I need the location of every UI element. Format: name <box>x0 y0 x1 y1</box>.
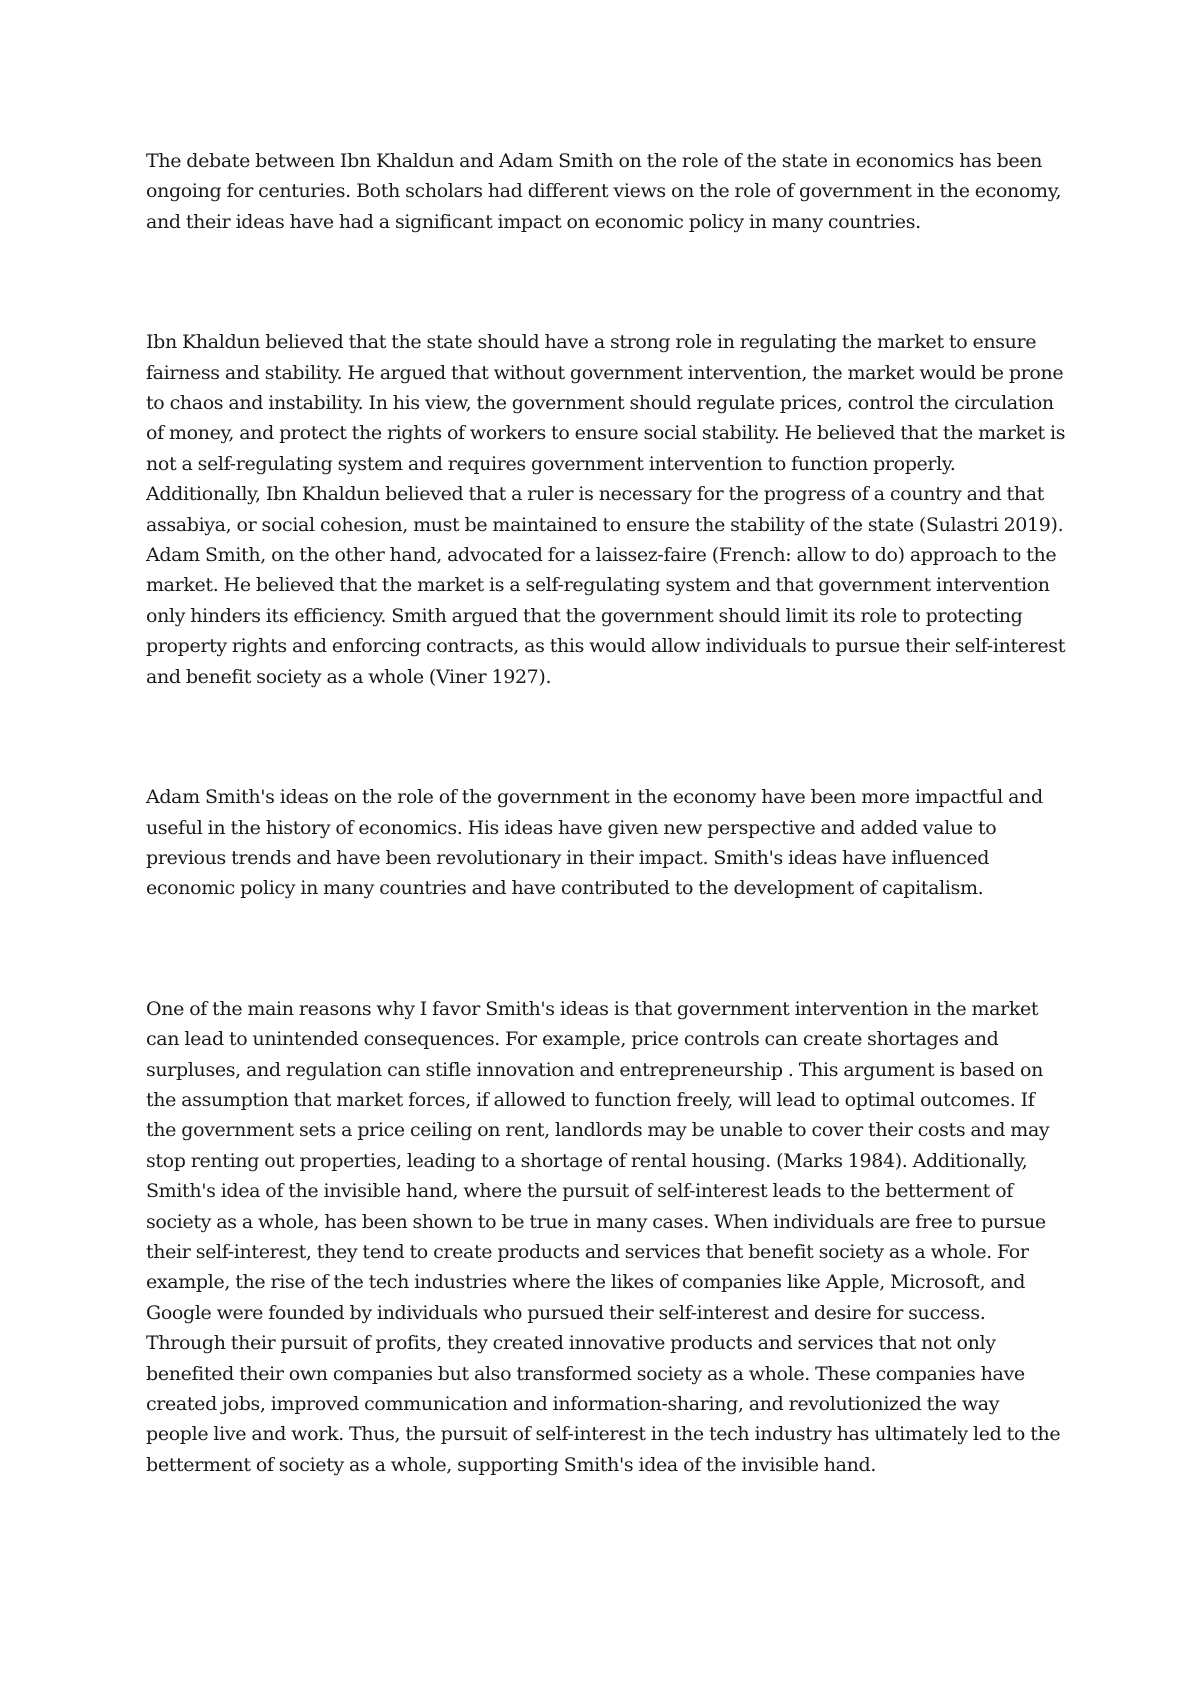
paragraph-invisible-hand: One of the main reasons why I favor Smith's ideas is that government intervention in the market can lead to unintended consequences. For example, price controls can create shortages and surpluses, and regulation can stifle innovation and entrepreneurship . This argument is based on the assumption that market forces, if allowed to function freely, will lead to optimal outcomes. If the government sets a price ceiling on rent, landlords may be unable to cover their costs and may stop renting out properties, leading to a shortage of rental housing. (Marks 1984). Additionally, Smith's idea of the invisible hand, where the pursuit of self-interest leads to the betterment of society as a whole, has been shown to be true in many cases. When individuals are free to pursue their self-interest, they tend to create products and services that benefit society as a whole. For example, the rise of the tech industries where the likes of companies like Apple, Microsoft, and Google were founded by individuals who pursued their self-interest and desire for success. Through their pursuit of profits, they created innovative products and services that not only benefited their own companies but also transformed society as a whole. These companies have created jobs, improved communication and information-sharing, and revolutionized the way people live and work. Thus, the pursuit of self-interest in the tech industry has ultimately led to the betterment of society as a whole, supporting Smith's idea of the invisible hand. <box>146 997 1061 1476</box>
paragraph-spacer <box>146 692 1066 782</box>
paragraph-khaldun-vs-smith: Ibn Khaldun believed that the state should have a strong role in regulating the market to ensure fairness and stability. He argued that without government intervention, the market would be prone to chaos and instability. In his view, the government should regulate prices, control the circulation of money, and protect the rights of workers to ensure social stability. He believed that the market is not a self-regulating system and requires government intervention to function properly. Additionally, Ibn Khaldun believed that a ruler is necessary for the progress of a country and that assabiya, or social cohesion, must be maintained to ensure the stability of the state (Sulastri 2019). Adam Smith, on the other hand, advocated for a laissez-faire (French: allow to do) approach to the market. He believed that the market is a self-regulating system and that government intervention only hinders its efficiency. Smith argued that the government should limit its role to protecting property rights and enforcing contracts, as this would allow individuals to pursue their self-interest and benefit society as a whole (Viner 1927). <box>146 331 1066 688</box>
paragraph-spacer <box>146 904 1066 994</box>
paragraph-smith-impact: Adam Smith's ideas on the role of the government in the economy have been more impactful and useful in the history of economics. His ideas have given new perspective and added value to previous trends and have been revolutionary in their impact. Smith's ideas have influenced economic policy in many countries and have contributed to the development of capitalism. <box>146 786 1043 900</box>
paragraph-intro: The debate between Ibn Khaldun and Adam Smith on the role of the state in economics has been ongoing for centuries. Both scholars had different views on the role of government in the economy, and their ideas have had a significant impact on economic policy in many countries. <box>146 150 1062 233</box>
document-body <box>146 146 1066 1480</box>
paragraph-spacer <box>146 237 1066 327</box>
